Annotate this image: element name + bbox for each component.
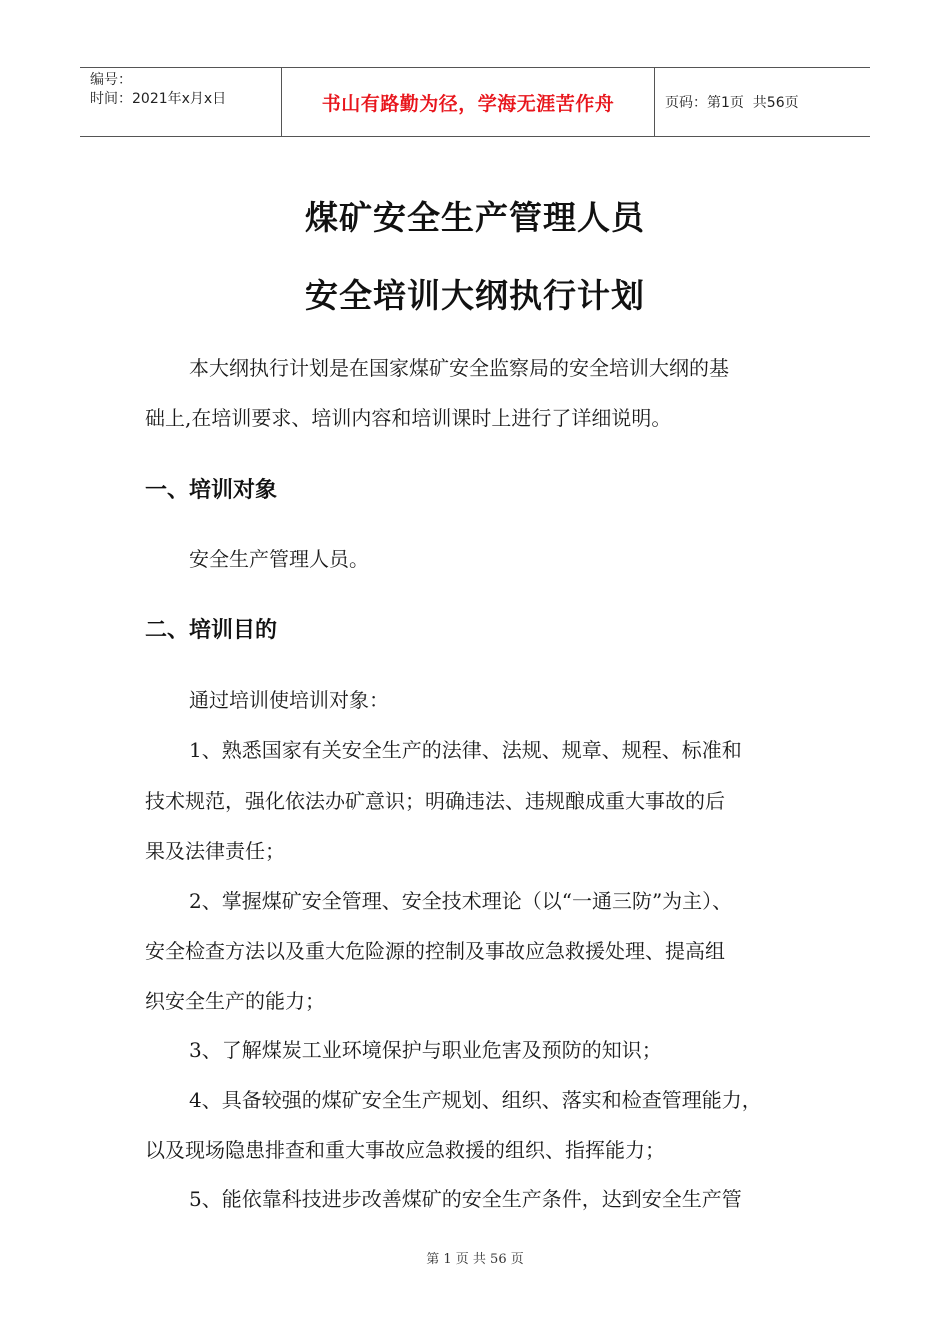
section1-heading: 一、培训对象 [145,478,278,503]
section2-lead: 通过培训使培训对象： [189,688,389,712]
header-meta [80,68,282,136]
goal-line: 5、能依靠科技进步改善煤矿的安全生产条件，达到安全生产管 [189,1187,742,1211]
intro-line2: 础上,在培训要求、培训内容和培训课时上进行了详细说明。 [145,406,672,430]
number-label: 编号： [90,72,132,88]
section1-body: 安全生产管理人员。 [189,547,369,571]
document-header [80,67,870,137]
intro-line1: 本大纲执行计划是在国家煤矿安全监察局的安全培训大纲的基 [189,356,729,380]
goal-line: 3、了解煤炭工业环境保护与职业危害及预防的知识； [189,1038,662,1062]
document-title-line1: 煤矿安全生产管理人员 [305,198,645,237]
time-label: 时间：2021年x月x日 [90,91,227,107]
goal-line: 2、掌握煤矿安全管理、安全技术理论（以“一通三防”为主）、 [189,889,733,913]
section2-heading: 二、培训目的 [145,618,278,643]
page-footer: 第 1 页 共 56 页 [426,1252,524,1267]
goal-line: 4、具备较强的煤矿安全生产规划、组织、落实和检查管理能力， [189,1088,762,1112]
goal-line: 织安全生产的能力； [145,989,325,1013]
goal-line: 技术规范，强化依法办矿意识；明确违法、违规酿成重大事故的后 [145,789,725,813]
header-page-info [655,68,870,136]
document-title-line2: 安全培训大纲执行计划 [305,276,645,315]
page-info-text: 页码：第1页 共56页 [665,95,799,111]
goal-line: 以及现场隐患排查和重大事故应急救援的组织、指挥能力； [145,1138,665,1162]
goal-line: 果及法律责任； [145,839,285,863]
header-motto: 书山有路勤为径，学海无涯苦作舟 [282,68,655,136]
goal-line: 安全检查方法以及重大危险源的控制及事故应急救援处理、提高组 [145,939,725,963]
goal-line: 1、熟悉国家有关安全生产的法律、法规、规章、规程、标准和 [189,738,742,762]
